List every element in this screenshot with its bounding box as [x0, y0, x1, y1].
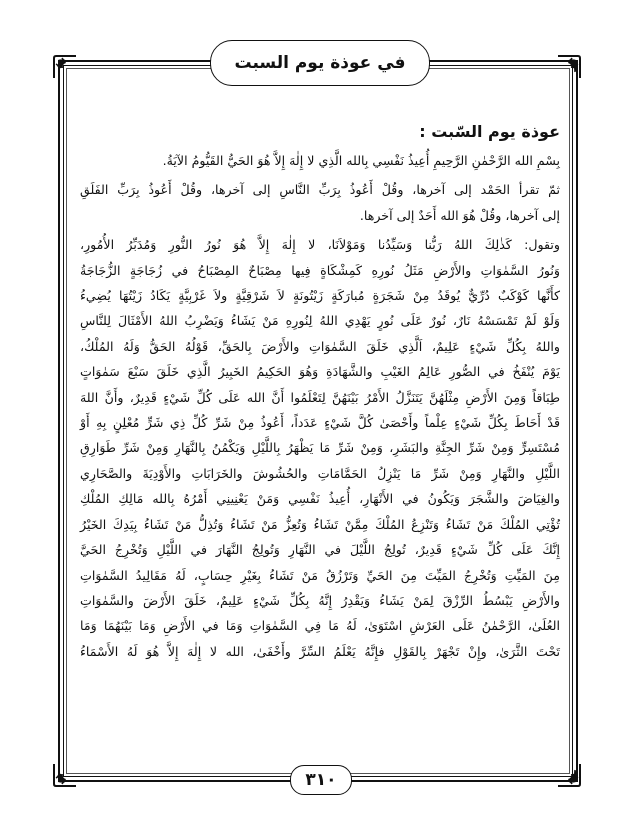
corner-ornament-icon — [52, 762, 78, 788]
running-header — [210, 40, 430, 86]
text-line: وَلَوْ لَمْ تَمْسَسْهُ نَارٌ، نُورٌ عَلَى نُورٍ يَهْدِي اللهُ لِنُورِهِ مَنْ يَشَاءُ وَيَضْرِبُ اللهُ الأَمْثَالَ لِلنَّاسِ — [80, 313, 560, 329]
page-body — [80, 118, 560, 664]
text-line: مُسْتَسِرٍّ وَمِنْ شَرِّ الجِنَّةِ والبَشَرِ، وَمِنْ شَرِّ مَا يَظْهَرُ بِاللَّيْلِ وَيَكْمُنُ بِالنَّهَارِ وَمِنْ شَرِّ طَوَارِقِ — [80, 440, 560, 456]
paragraph — [80, 232, 560, 664]
text-line: طِبَاقاً وَمِنَ الأَرْضِ مِثْلَهُنَّ يَتَنَزَّلُ الأَمْرُ بَيْنَهُنَّ لِتَعْلَمُوا أَنَّ الله عَلَى كُلِّ شَيْءٍ قَدِيرٌ، وأَنَّ اللهَ — [80, 389, 560, 405]
text-line: كأَنَّها كَوْكَبٌ دُرِّيٌّ يُوقَدُ مِنْ شَجَرَةٍ مُبارَكَةٍ زَيْتُونَةٍ لاَ شَرْقِيَّةٍ ولاَ غَرْبِيَّةٍ يَكَادُ زَيْتُهَا يُضِيءُ — [80, 288, 560, 304]
text-line: والأَرْضِ يَبْسُطُ الرِّزْقَ لِمَنْ يَشَاءُ وَيَقْدِرُ إِنَّهُ بِكُلِّ شَيْءٍ عَلِيمٌ، خَلَقَ الأَرْضَ والسَّمٰوَاتِ — [80, 592, 560, 608]
text-line: بِسْمِ الله الرَّحْمٰنِ الرَّحِيمِ أُعِيذُ نَفْسِي بِالله الَّذِي لا إِلٰهَ إِلاَّ هُوَ الحَيُّ القَيُّومُ الآيَةُ. — [162, 153, 560, 168]
text-line: وَنُورُ السَّمٰوَاتِ والأَرْضِ مَثَلُ نُورِهِ كَمِشْكَاةٍ فِيها مِصْبَاحٌ المِصْبَاحُ في زُجَاجَةٍ الزُّجَاجَةُ — [80, 262, 560, 278]
page-number-badge — [290, 765, 352, 795]
corner-ornament-icon — [556, 762, 582, 788]
text-line: مِنَ المَيِّتِ وَتُخْرِجُ المَيِّتَ مِنَ الحَيِّ وَتَرْزُقُ مَنْ تَشَاءُ بِغَيْرِ حِسَابٍ، لَهُ مَقَالِيدُ السَّمٰوَاتِ — [80, 567, 560, 583]
page-number: ٣١٠ — [305, 770, 337, 790]
text-line: تَحْتَ الثَّرَىٰ، وإِنْ تَجْهَرْ بِالقَوْلِ فإِنَّهُ يَعْلَمُ السِّرَّ وأَخْفَىٰ، الله لا إِلٰهَ إِلاَّ هُوَ لَهُ الأَسْمَاءُ — [80, 643, 560, 659]
text-line: العُلَىٰ، الرَّحْمٰنُ عَلَى العَرْشِ اسْتَوَىٰ، لَهُ مَا فِي السَّمٰوَاتِ وَمَا في الأَرْضِ وَمَا بَيْنَهُمَا وَمَا — [80, 618, 560, 634]
text-line: إلى آخرها، وقُلْ هُوَ الله أَحَدٌ إلى آخرها. — [359, 207, 560, 223]
paragraph — [80, 148, 560, 173]
section-heading: عوذة يوم السّبت : — [419, 122, 560, 141]
text-line: والغِيَاضَ والشَّجَرَ وَيَكُونُ في الأَنْهَارِ، أُعِيذُ نَفْسِي وَمَنْ يَعْنِينِي أَمْرُهُ بِالله مَالِكِ المُلْكِ — [80, 491, 560, 507]
text-line: اللَّيْلِ والنَّهَارِ وَمِنْ شَرِّ مَا يَنْزِلُ الحَمَّامَاتِ والحُشُوشَ والخَرَابَاتِ والأَوْدِيَةَ والصَّحَارِي — [80, 465, 560, 481]
text-line: وتقول: كَذٰلِكَ اللهُ رَبُّنا وَسَيِّدُنا وَمَوْلاَنَا، لا إِلٰهَ إِلاَّ هُوَ نُورُ النُّورِ وَمُدَبِّرُ الأُمُورِ، — [80, 237, 560, 253]
corner-ornament-icon — [556, 54, 582, 80]
chapter-title: في عوذة يوم السبت — [234, 53, 406, 73]
text-line: قَدْ أَحَاطَ بِكُلِّ شَيْءٍ عِلْماً وأَحْصَىٰ كُلَّ شَيْءٍ عَدَداً، أَعُوذُ مِنْ شَرِّ كُلِّ ذِي شَرٍّ مُعْلِنٍ بِهِ أَوْ — [80, 415, 560, 431]
text-line: ثمّ تقرأ الحَمْد إلى آخرها، وقُلْ أَعُوذُ بِرَبِّ النَّاسِ إلى آخرها، وقُلْ أَعُوذُ بِرَبِّ الفَلَقِ — [80, 182, 560, 198]
paragraph — [80, 177, 560, 228]
text-line: يَوْمَ يُنْفَخُ في الصُّورِ عَالِمُ الغَيْبِ والشَّهَادَةِ وَهُوَ الحَكِيمُ الخَبِيرُ الَّذِي خَلَقَ سَبْعَ سَمٰوَاتٍ — [80, 364, 560, 380]
text-line: واللهُ بِكُلِّ شَيْءٍ عَلِيمٌ، اَلَّذِي خَلَقَ السَّمٰوَاتِ والأَرْضَ بِالحَقِّ، قَوْلُهُ الحَقُّ وَلَهُ المُلْكُ، — [80, 338, 560, 354]
text-line: إِنَّكَ عَلَى كُلِّ شَيْءٍ قَدِيرٌ، تُولِجُ اللَّيْلَ في النَّهَارِ وَتُولِجُ النَّهَارَ في اللَّيْلِ وَتُخْرِجُ الحَيَّ — [80, 542, 560, 558]
corner-ornament-icon — [52, 54, 78, 80]
text-line: تُؤْتِي المُلْكَ مَنْ تَشَاءُ وَتَنْزِعُ المُلْكَ مِمَّنْ تَشَاءُ وَتُعِزُّ مَنْ تَشَاءُ وَتُذِلُّ مَنْ تَشَاءُ بِيَدِكَ الخَيْرُ — [80, 516, 560, 532]
